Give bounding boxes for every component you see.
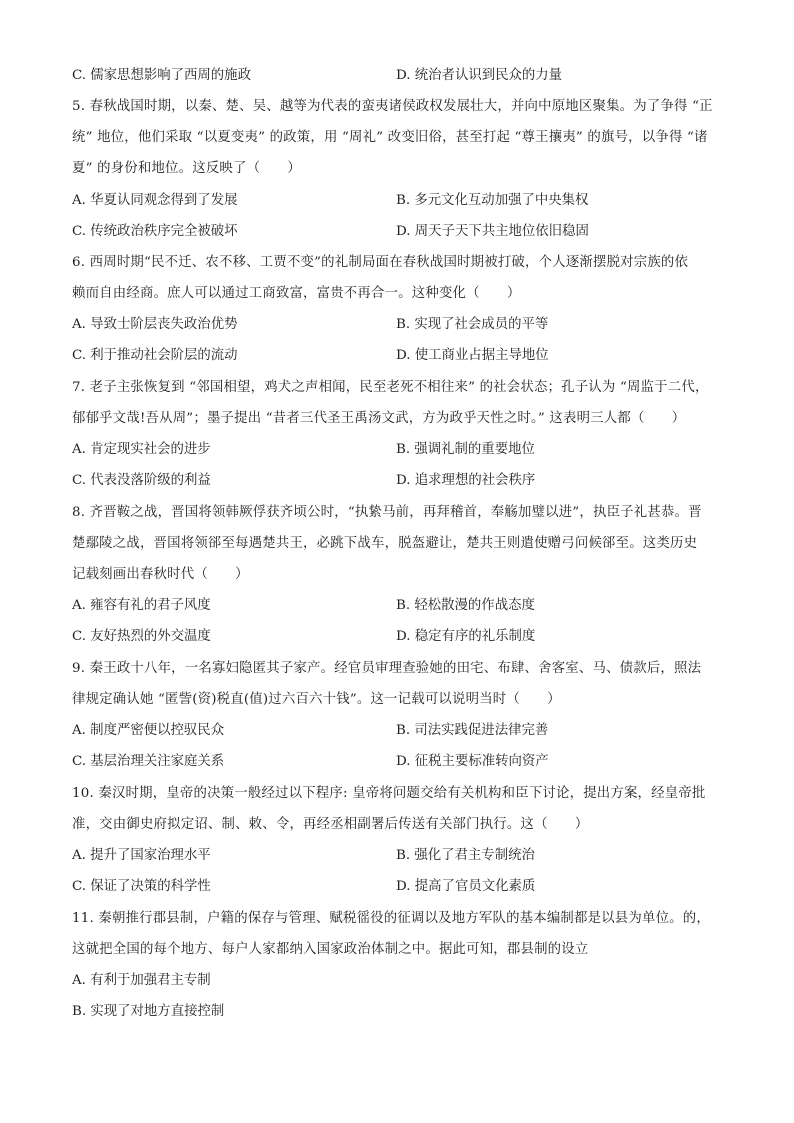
q4-option-d: D. 统治者认识到民众的力量 (396, 68, 563, 83)
q5-option-a: A. 华夏认同观念得到了发展 (72, 193, 238, 208)
q10-stem-line-2: 准，交由御史府拟定诏、制、敕、令，再经丞相副署后传送有关部门执行。这（ ） (72, 817, 589, 832)
q7-stem-line-1: 7. 老子主张恢复到 “邻国相望，鸡犬之声相闻，民至老死不相往来” 的社会状态；孔子认为 “周监于二代， (72, 380, 709, 395)
q5-option-c: C. 传统政治秩序完全被破坏 (72, 224, 238, 239)
q5-stem-line-3: 夏” 的身份和地位。这反映了（ ） (72, 161, 301, 176)
q4-option-c: C. 儒家思想影响了西周的施政 (72, 68, 251, 83)
q8-stem-line-3: 记载刻画出春秋时代（ ） (72, 567, 249, 582)
q7-option-b: B. 强调礼制的重要地位 (396, 442, 535, 457)
q9-option-b: B. 司法实践促进法律完善 (396, 723, 549, 738)
q8-option-d: D. 稳定有序的礼乐制度 (396, 629, 536, 644)
q5-stem-line-2: 统” 地位，他们采取 “以夏变夷” 的政策，用 “周礼” 改变旧俗，甚至打起 “尊王攘夷” 的旗号，以争得 “诸 (72, 130, 708, 145)
q9-stem-line-2: 律规定确认她 “匿訾(资)税直(值)过六百六十钱”。这一记载可以说明当时（ ） (72, 692, 561, 707)
q9-stem-line-1: 9. 秦王政十八年，一名寡妇隐匿其子家产。经官员审理查验她的田宅、布肆、舍客室、马、债款后，照法 (72, 661, 702, 676)
q8-option-a: A. 雍容有礼的君子风度 (72, 598, 211, 613)
q7-stem-line-2: 郁郁乎文哉!吾从周”；墨子提出 “昔者三代圣王禹汤文武，方为政乎天性之时。” 这表明三人都（ ） (72, 411, 686, 426)
q8-option-c: C. 友好热烈的外交温度 (72, 629, 211, 644)
q6-option-c: C. 利于推动社会阶层的流动 (72, 348, 238, 363)
q5-stem-line-1: 5. 春秋战国时期，以秦、楚、吴、越等为代表的蛮夷诸侯政权发展壮大，并向中原地区聚集。为了争得 “正 (72, 99, 713, 114)
q7-option-d: D. 追求理想的社会秩序 (396, 473, 536, 488)
q9-option-c: C. 基层治理关注家庭关系 (72, 754, 225, 769)
q5-option-d: D. 周天子天下共主地位依旧稳固 (396, 224, 589, 239)
q11-stem-line-1: 11. 秦朝推行郡县制，户籍的保存与管理、赋税徭役的征调以及地方军队的基本编制都是以县为单位。的， (72, 911, 710, 926)
q6-option-d: D. 使工商业占据主导地位 (396, 348, 549, 363)
q7-option-c: C. 代表没落阶级的利益 (72, 473, 211, 488)
q7-option-a: A. 肯定现实社会的进步 (72, 442, 211, 457)
q6-stem-line-1: 6. 西周时期“民不迁、农不移、工贾不变”的礼制局面在春秋战国时期被打破，个人逐渐摆脱对宗族的依 (72, 255, 689, 270)
q9-option-a: A. 制度严密便以控驭民众 (72, 723, 225, 738)
q6-option-b: B. 实现了社会成员的平等 (396, 317, 549, 332)
q11-option-a: A. 有利于加强君主专制 (72, 973, 211, 988)
q8-stem-line-1: 8. 齐晋鞍之战，晋国将领韩厥俘获齐顷公时，“执絷马前，再拜稽首，奉觞加璧以进”，执臣子礼甚恭。晋 (72, 505, 702, 520)
q11-stem-line-2: 这就把全国的每个地方、每户人家都纳入国家政治体制之中。据此可知，郡县制的设立 (72, 942, 589, 957)
q5-option-b: B. 多元文化互动加强了中央集权 (396, 193, 589, 208)
q10-option-d: D. 提高了官员文化素质 (396, 879, 536, 894)
q6-stem-line-2: 赖而自由经商。庶人可以通过工商致富，富贵不再合一。这种变化（ ） (72, 286, 521, 301)
q9-option-d: D. 征税主要标准转向资产 (396, 754, 549, 769)
q10-stem-line-1: 10. 秦汉时期，皇帝的决策一般经过以下程序: 皇帝将问题交给有关机构和臣下讨论，提出方案，经皇帝批 (72, 786, 706, 801)
q11-option-b: B. 实现了对地方直接控制 (72, 1004, 225, 1019)
q10-option-c: C. 保证了决策的科学性 (72, 879, 211, 894)
q10-option-b: B. 强化了君主专制统治 (396, 848, 535, 863)
q10-option-a: A. 提升了国家治理水平 (72, 848, 211, 863)
q8-stem-line-2: 楚鄢陵之战，晋国将领郤至每遇楚共王，必跳下战车，脱盔避让，楚共王则遣使赠弓问候郤至。这类历史 (72, 536, 698, 551)
q6-option-a: A. 导致士阶层丧失政治优势 (72, 317, 238, 332)
q8-option-b: B. 轻松散漫的作战态度 (396, 598, 535, 613)
